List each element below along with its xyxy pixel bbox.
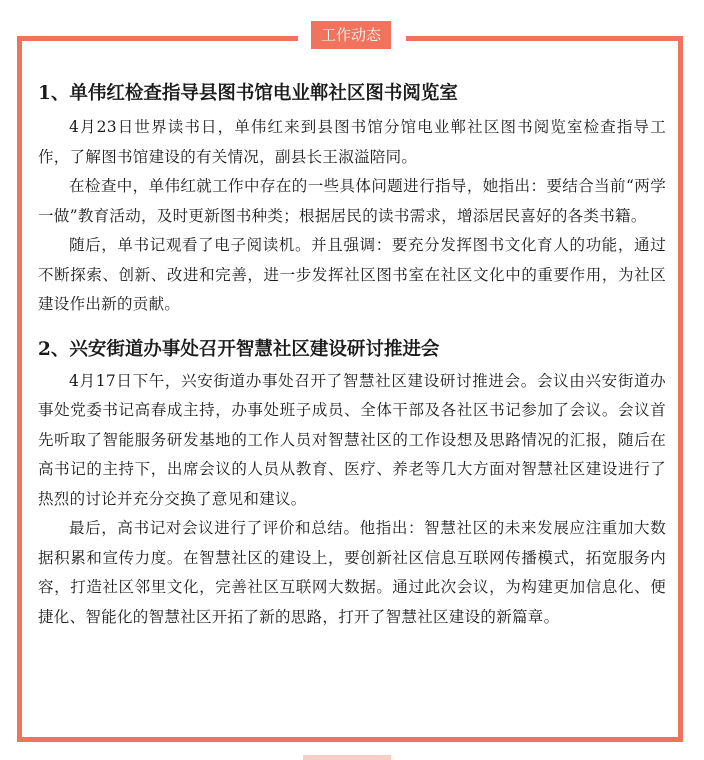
news-item-1 [38, 78, 666, 320]
news-2-paragraph-1: 4月17日下午，兴安街道办事处召开了智慧社区建设研讨推进会。会议由兴安街道办事处党委书记高春成主持，办事处班子成员、全体干部及各社区书记参加了会议。会议首先听取了智能服务研发基地的工作人员对智慧社区的工作设想及思路情况的汇报，随后在高书记的主持下，出席会议的人员从教育、医疗、养老等几大方面对智慧社区建设进行了热烈的讨论并充分交换了意见和建议。 [38, 371, 666, 508]
article-content [38, 78, 666, 632]
section-badge: 工作动态 [311, 21, 391, 49]
bottom-decoration [303, 755, 391, 760]
news-2-paragraph-2: 最后，高书记对会议进行了评价和总结。他指出：智慧社区的未来发展应注重加大数据积累和宣传力度。在智慧社区的建设上，要创新社区信息互联网传播模式，拓宽服务内容，打造社区邻里文化，完善社区互联网大数据。通过此次会议，为构建更加信息化、便捷化、智能化的智慧社区开拓了新的思路，打开了智慧社区建设的新篇章。 [38, 519, 666, 626]
news-1-paragraph-1: 4月23日世界读书日，单伟红来到县图书馆分馆电业郸社区图书阅览室检查指导工作，了解图书馆建设的有关情况，副县长王淑溢陪同。 [38, 118, 666, 166]
news-title-2: 2、兴安街道办事处召开智慧社区建设研讨推进会 [38, 338, 440, 360]
news-1-paragraph-3: 随后，单书记观看了电子阅读机。并且强调：要充分发挥图书文化育人的功能，通过不断探索、创新、改进和完善，进一步发挥社区图书室在社区文化中的重要作用，为社区建设作出新的贡献。 [38, 236, 666, 313]
news-title-1: 1、单伟红检查指导县图书馆电业郸社区图书阅览室 [38, 83, 458, 104]
news-item-2 [38, 334, 666, 633]
news-1-paragraph-2: 在检查中，单伟红就工作中存在的一些具体问题进行指导，她指出：要结合当前“两学一做”教育活动，及时更新图书种类；根据居民的读书需求，增添居民喜好的各类书籍。 [38, 177, 666, 225]
